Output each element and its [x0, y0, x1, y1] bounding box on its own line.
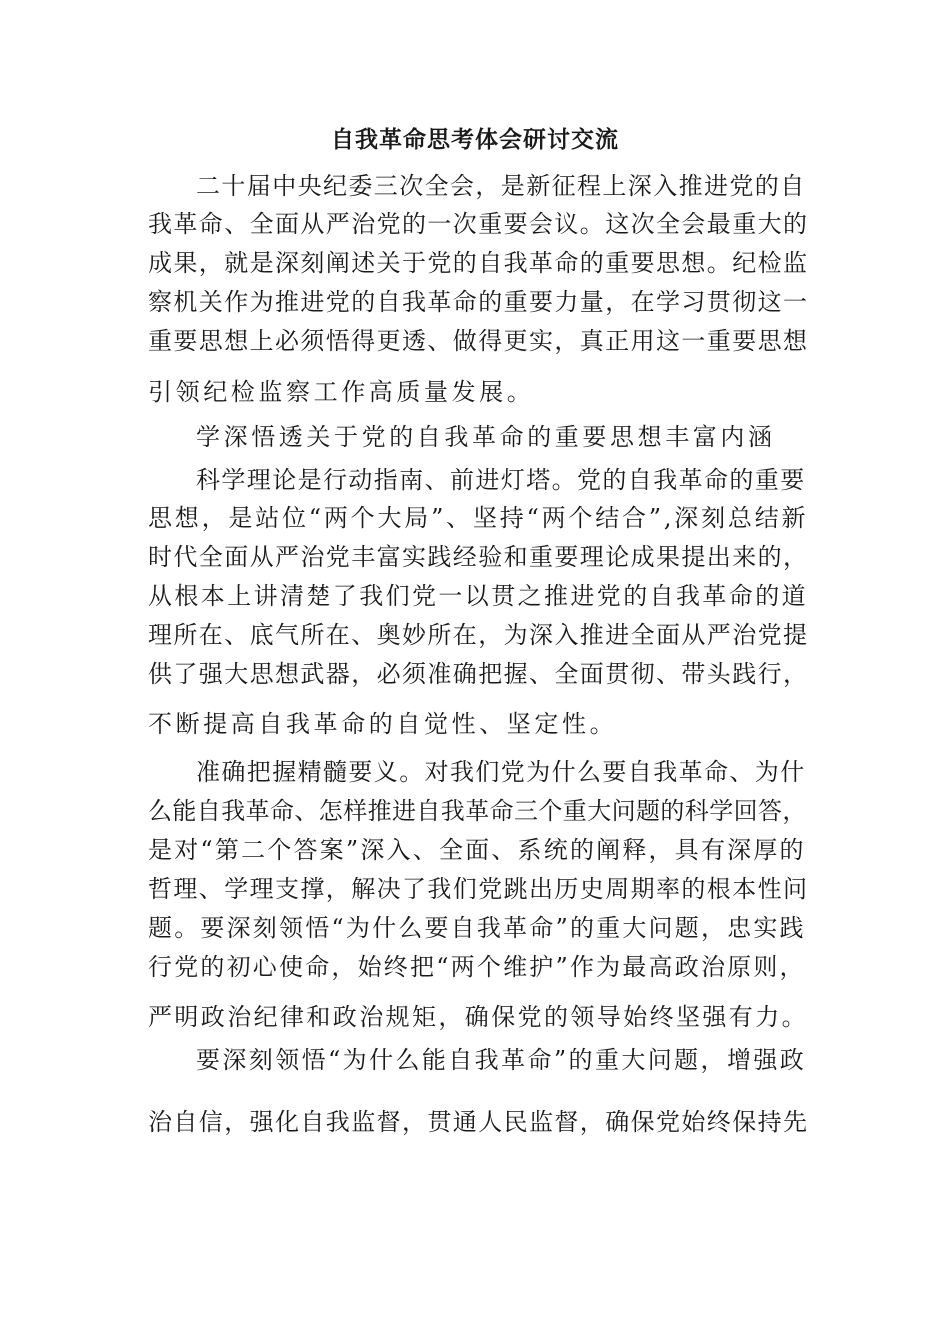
paragraph-line: 二十届中央纪委三次全会，是新征程上深入推进党的自: [196, 172, 806, 200]
section-heading: 学深悟透关于党的自我革命的重要思想丰富内涵: [196, 423, 776, 451]
document-title: 自我革命思考体会研讨交流: [331, 127, 619, 153]
paragraph-line: 治自信，强化自我监督，贯通人民监督，确保党始终保持先: [148, 1108, 809, 1136]
paragraph-line: 科学理论是行动指南、前进灯塔。党的自我革命的重要: [196, 466, 806, 494]
paragraph-line: 不断提高自我革命的自觉性、坚定性。: [148, 710, 618, 738]
paragraph-line: 时代全面从严治党丰富实践经验和重要理论成果提出来的，: [148, 543, 809, 571]
paragraph-line: 察机关作为推进党的自我革命的重要力量，在学习贯彻这一: [148, 288, 809, 316]
paragraph-line: 理所在、底气所在、奥妙所在，为深入推进全面从严治党提: [148, 621, 809, 649]
paragraph-line: 准确把握精髓要义。对我们党为什么要自我革命、为什: [196, 758, 806, 786]
paragraph-line: 我革命、全面从严治党的一次重要会议。这次全会最重大的: [148, 210, 809, 238]
paragraph-line: 成果，就是深刻阐述关于党的自我革命的重要思想。纪检监: [148, 249, 809, 277]
paragraph-line: 引领纪检监察工作高质量发展。: [148, 378, 535, 406]
paragraph-line: 从根本上讲清楚了我们党一以贯之推进党的自我革命的道: [148, 582, 808, 610]
paragraph-line: 是对“第二个答案”深入、全面、系统的阐释，具有深厚的: [148, 836, 806, 864]
paragraph-line: 供了强大思想武器，必须准确把握、全面贯彻、带头践行，: [148, 660, 809, 688]
paragraph-line: 题。要深刻领悟“为什么要自我革命”的重大问题，忠实践: [148, 914, 806, 942]
paragraph-line: 重要思想上必须悟得更透、做得更实，真正用这一重要思想: [148, 327, 809, 355]
paragraph-line: 要深刻领悟“为什么能自我革命”的重大问题，增强政: [196, 1046, 807, 1074]
paragraph-line: 哲理、学理支撑，解决了我们党跳出历史周期率的根本性问: [148, 875, 809, 903]
paragraph-line: 严明政治纪律和政治规矩，确保党的领导始终坚强有力。: [148, 1003, 808, 1031]
paragraph-line: 思想，是站位“两个大局”、坚持“两个结合”,深刻总结新: [148, 504, 809, 532]
paragraph-line: 么能自我革命、怎样推进自我革命三个重大问题的科学回答，: [148, 797, 807, 825]
paragraph-line: 行党的初心使命，始终把“两个维护”作为最高政治原则，: [148, 953, 806, 981]
